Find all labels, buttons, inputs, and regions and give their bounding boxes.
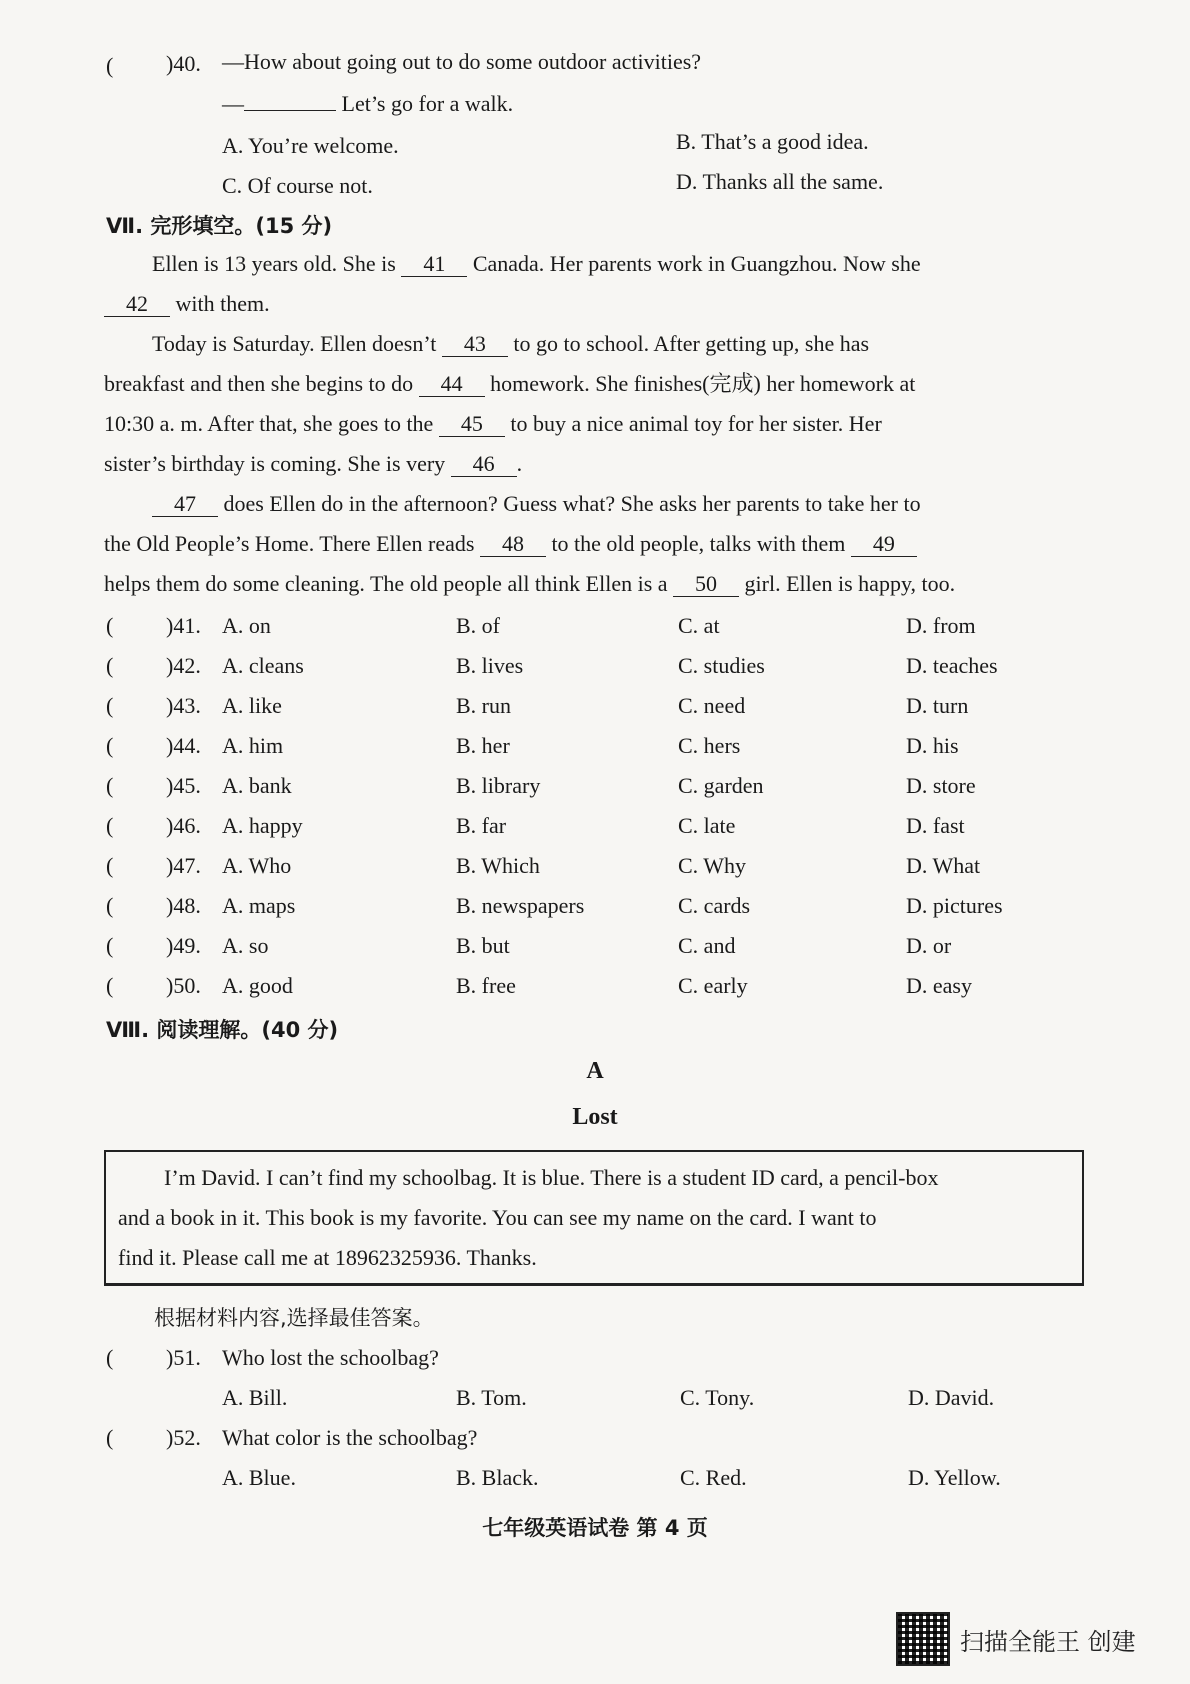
q40-dash: —	[222, 91, 244, 116]
question-number: )41.	[166, 613, 201, 638]
cloze-question-row	[0, 692, 1190, 722]
q51-option-a: A. Bill.	[222, 1385, 288, 1410]
option-c: C. cards	[678, 893, 751, 918]
notice-line-2: and a book in it. This book is my favorite. You can see my name on the card. I want to	[118, 1205, 877, 1230]
option-b: B. far	[456, 813, 507, 838]
q40-blank	[244, 110, 336, 111]
cloze-text: .	[516, 451, 523, 476]
option-d: D. turn	[906, 693, 969, 718]
q51-option-d: D. David.	[908, 1385, 995, 1410]
option-a: A. maps	[222, 893, 296, 918]
answer-paren: (	[106, 853, 114, 878]
cloze-question-row	[0, 732, 1190, 762]
q52-option-b: B. Black.	[456, 1465, 539, 1490]
q40-reply-text: Let’s go for a walk.	[341, 91, 514, 116]
blank-50: 50	[673, 572, 739, 597]
cloze-text: helps them do some cleaning. The old people all think Ellen is a	[104, 571, 668, 596]
q40-option-d: D. Thanks all the same.	[676, 169, 884, 194]
option-d: D. from	[906, 613, 976, 638]
cloze-text: 10:30 a. m. After that, she goes to the	[104, 411, 434, 436]
cloze-question-row	[0, 852, 1190, 882]
cloze-question-row	[0, 812, 1190, 842]
option-c: C. late	[678, 813, 736, 838]
option-a: A. cleans	[222, 653, 304, 678]
option-b: B. run	[456, 693, 511, 718]
cloze-text: girl. Ellen is happy, too.	[744, 571, 956, 596]
option-c: C. hers	[678, 733, 741, 758]
cloze-text: to go to school. After getting up, she has	[513, 331, 870, 356]
question-number: )49.	[166, 933, 201, 958]
q52-question: What color is the schoolbag?	[222, 1425, 478, 1450]
cloze-text: does Ellen do in the afternoon? Guess what? She asks her parents to take her to	[223, 491, 921, 516]
q40-option-b: B. That’s a good idea.	[676, 129, 869, 154]
qr-code-icon	[896, 1612, 950, 1666]
option-a: A. Who	[222, 853, 292, 878]
cloze-text: to the old people, talks with them	[551, 531, 846, 556]
cloze-question-row	[0, 892, 1190, 922]
notice-line-3: find it. Please call me at 18962325936. Thanks.	[118, 1245, 537, 1270]
cloze-text: the Old People’s Home. There Ellen reads	[104, 531, 475, 556]
question-number: )44.	[166, 733, 201, 758]
instruction: 根据材料内容,选择最佳答案。	[154, 1306, 434, 1330]
cloze-line-4	[104, 370, 915, 398]
blank-43: 43	[442, 332, 508, 357]
answer-paren: (	[106, 973, 114, 998]
cloze-line-1	[152, 250, 921, 278]
blank-44: 44	[419, 372, 485, 397]
q40-reply	[222, 90, 513, 118]
blank-45: 45	[439, 412, 505, 437]
option-a: A. happy	[222, 813, 303, 838]
option-d: D. pictures	[906, 893, 1003, 918]
option-b: B. free	[456, 973, 516, 998]
q40-option-a: A. You’re welcome.	[222, 133, 399, 158]
scanner-watermark	[896, 1612, 1136, 1666]
cloze-line-7	[152, 490, 921, 518]
question-number: )46.	[166, 813, 201, 838]
answer-paren: (	[106, 613, 114, 638]
option-d: D. What	[906, 853, 981, 878]
section-8-title: Ⅷ. 阅读理解。(40 分)	[106, 1018, 339, 1042]
cloze-text: breakfast and then she begins to do	[104, 371, 414, 396]
answer-paren: (	[106, 813, 114, 838]
option-c: C. garden	[678, 773, 764, 798]
option-a: A. like	[222, 693, 282, 718]
question-number: )42.	[166, 653, 201, 678]
question-number: )48.	[166, 893, 201, 918]
cloze-question-row	[0, 612, 1190, 642]
blank-49: 49	[851, 532, 917, 557]
q40-number: )40.	[166, 51, 201, 76]
option-b: B. Which	[456, 853, 540, 878]
q52-option-c: C. Red.	[680, 1465, 747, 1490]
option-d: D. or	[906, 933, 952, 958]
q52-option-d: D. Yellow.	[908, 1465, 1001, 1490]
cloze-question-row	[0, 772, 1190, 802]
passage-title: Lost	[572, 1104, 618, 1130]
cloze-text: Canada. Her parents work in Guangzhou. Now she	[472, 251, 921, 276]
answer-paren: (	[106, 773, 114, 798]
blank-48: 48	[480, 532, 546, 557]
option-c: C. early	[678, 973, 748, 998]
question-number: )47.	[166, 853, 201, 878]
cloze-text: Today is Saturday. Ellen doesn’t	[152, 331, 437, 356]
option-d: D. fast	[906, 813, 965, 838]
option-b: B. library	[456, 773, 541, 798]
blank-42: 42	[104, 292, 170, 317]
q51-option-c: C. Tony.	[680, 1385, 755, 1410]
option-d: D. his	[906, 733, 959, 758]
option-b: B. of	[456, 613, 500, 638]
q40-question: —How about going out to do some outdoor activities?	[222, 49, 702, 74]
notice-line-1: I’m David. I can’t find my schoolbag. It is blue. There is a student ID card, a pencil-box	[164, 1165, 939, 1190]
option-c: C. and	[678, 933, 736, 958]
option-c: C. at	[678, 613, 720, 638]
answer-paren: (	[106, 933, 114, 958]
cloze-line-5	[104, 410, 882, 438]
option-b: B. her	[456, 733, 510, 758]
answer-paren: (	[106, 653, 114, 678]
cloze-question-row	[0, 932, 1190, 962]
cloze-text: with them.	[175, 291, 270, 316]
option-d: D. teaches	[906, 653, 998, 678]
section-7-title: Ⅶ. 完形填空。(15 分)	[106, 214, 333, 238]
answer-paren-51: (	[106, 1345, 114, 1370]
cloze-line-2	[104, 290, 270, 318]
blank-41: 41	[401, 252, 467, 277]
question-number: )43.	[166, 693, 201, 718]
cloze-line-9	[104, 570, 955, 598]
option-c: C. Why	[678, 853, 747, 878]
option-b: B. but	[456, 933, 510, 958]
cloze-text: to buy a nice animal toy for her sister. Her	[510, 411, 882, 436]
cloze-question-row	[0, 972, 1190, 1002]
watermark-text: 扫描全能王 创建	[960, 1627, 1136, 1656]
q40-option-c: C. Of course not.	[222, 173, 373, 198]
cloze-text: sister’s birthday is coming. She is very	[104, 451, 446, 476]
option-d: D. store	[906, 773, 976, 798]
question-number: )45.	[166, 773, 201, 798]
option-a: A. him	[222, 733, 284, 758]
passage-letter: A	[586, 1058, 604, 1084]
cloze-line-3	[152, 330, 869, 358]
q52-number: )52.	[166, 1425, 201, 1450]
answer-paren-52: (	[106, 1425, 114, 1450]
q52-option-a: A. Blue.	[222, 1465, 296, 1490]
q51-option-b: B. Tom.	[456, 1385, 527, 1410]
blank-46: 46	[451, 452, 517, 477]
answer-paren: (	[106, 693, 114, 718]
cloze-text: Ellen is 13 years old. She is	[152, 251, 396, 276]
blank-47: 47	[152, 492, 218, 517]
answer-paren: (	[106, 893, 114, 918]
cloze-question-row	[0, 652, 1190, 682]
option-a: A. on	[222, 613, 271, 638]
answer-paren: (	[106, 733, 114, 758]
q51-number: )51.	[166, 1345, 201, 1370]
option-b: B. lives	[456, 653, 524, 678]
option-a: A. so	[222, 933, 269, 958]
option-c: C. studies	[678, 653, 765, 678]
option-a: A. bank	[222, 773, 292, 798]
cloze-line-8	[104, 530, 917, 558]
option-d: D. easy	[906, 973, 972, 998]
option-b: B. newspapers	[456, 893, 585, 918]
cloze-line-6	[104, 450, 522, 478]
q51-question: Who lost the schoolbag?	[222, 1345, 439, 1370]
question-number: )50.	[166, 973, 201, 998]
answer-paren-40: (	[106, 53, 114, 78]
option-a: A. good	[222, 973, 293, 998]
option-c: C. need	[678, 693, 746, 718]
cloze-text: homework. She finishes(完成) her homework at	[490, 371, 916, 396]
page-footer: 七年级英语试卷 第 4 页	[482, 1516, 708, 1540]
